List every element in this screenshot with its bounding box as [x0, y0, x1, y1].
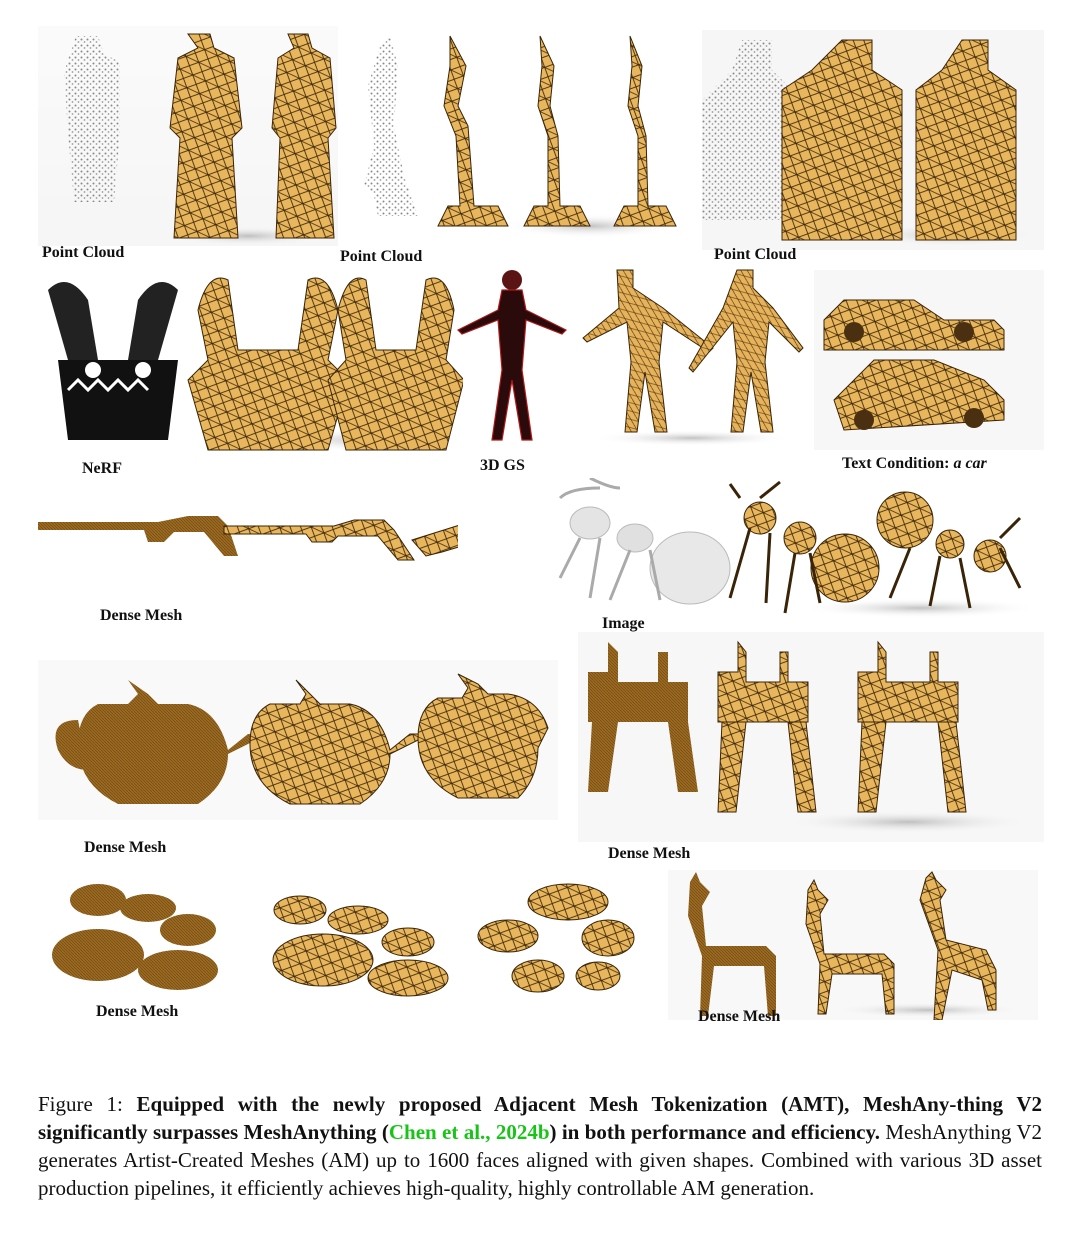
caption-body: MeshAnything V2 generates Artist-Created Meshes (AM) up to 1600 faces aligned with given shapes. Combined with various 3D asset production pipelines, it efficiently achieves high-quality, highly controllable AM generation. [38, 1120, 1042, 1200]
label-dense-mesh-3: Dense Mesh [608, 845, 691, 862]
label-dense-mesh-1: Dense Mesh [100, 607, 183, 624]
mesh-box-1 [188, 278, 348, 450]
label-dense-mesh-4: Dense Mesh [96, 1003, 179, 1020]
mesh-box-2 [328, 278, 463, 450]
figure-caption [38, 1090, 1042, 1202]
panel-dense-robot [578, 632, 1044, 842]
ant-render-image [560, 478, 730, 604]
caption-bold-2: ) in both performance and efficiency. [549, 1120, 881, 1144]
citation-link[interactable]: Chen et al., 2024b [388, 1120, 550, 1144]
nerf-render [48, 282, 178, 440]
panel-dense-deer [668, 870, 1038, 1020]
panel-dense-pieces [38, 880, 638, 1000]
panel-text-car [814, 270, 1044, 450]
mesh-human-2 [689, 270, 803, 432]
caption-bold-1: Equipped with the newly proposed Adjacent Mesh Tokenization (AMT), MeshAny-thing V2 significantly surpasses MeshAnything ( [38, 1092, 1042, 1144]
panel-3dgs-figure [452, 268, 804, 448]
mesh-angel-2 [524, 36, 590, 226]
panel-pointcloud-dress [38, 26, 338, 246]
dense-pieces [52, 884, 218, 990]
label-dense-mesh-5: Dense Mesh [698, 1008, 781, 1025]
text-condition-prefix: Text Condition: [842, 455, 954, 472]
mesh-angel-3 [614, 36, 676, 226]
pointcloud-dress [64, 36, 120, 202]
label-point-cloud-3: Point Cloud [714, 246, 797, 263]
mesh-human-1 [583, 270, 713, 432]
mesh-pieces-1 [273, 896, 448, 996]
mesh-dress-front [170, 34, 242, 238]
figure-label: Figure 1: [38, 1092, 137, 1116]
panel-image-ant [540, 478, 1045, 623]
mesh-angel-1 [438, 36, 508, 226]
mesh-ant-2 [877, 492, 1020, 608]
mesh-gun-2 [412, 518, 458, 556]
label-point-cloud-1: Point Cloud [42, 244, 125, 261]
mesh-pieces-2 [478, 884, 634, 992]
label-text-condition [842, 455, 987, 473]
mesh-dress-side [272, 34, 336, 238]
label-point-cloud-2: Point Cloud [340, 248, 423, 265]
panel-pointcloud-grenade [702, 30, 1044, 250]
panel-nerf-box [38, 270, 463, 456]
mesh-ant-1 [730, 482, 879, 613]
label-nerf: NeRF [82, 460, 122, 477]
label-image: Image [602, 615, 645, 632]
dense-gun [38, 516, 238, 556]
text-condition-prompt: a car [953, 455, 987, 472]
label-dense-mesh-2: Dense Mesh [84, 839, 167, 856]
panel-dense-teapot [38, 660, 558, 820]
panel-dense-gun [38, 500, 458, 580]
pointcloud-angel [364, 36, 418, 216]
label-3d-gs: 3D GS [480, 457, 525, 474]
panel-pointcloud-angel [340, 26, 692, 248]
gaussian-splat-figure [458, 270, 566, 440]
mesh-gun-1 [224, 520, 414, 560]
